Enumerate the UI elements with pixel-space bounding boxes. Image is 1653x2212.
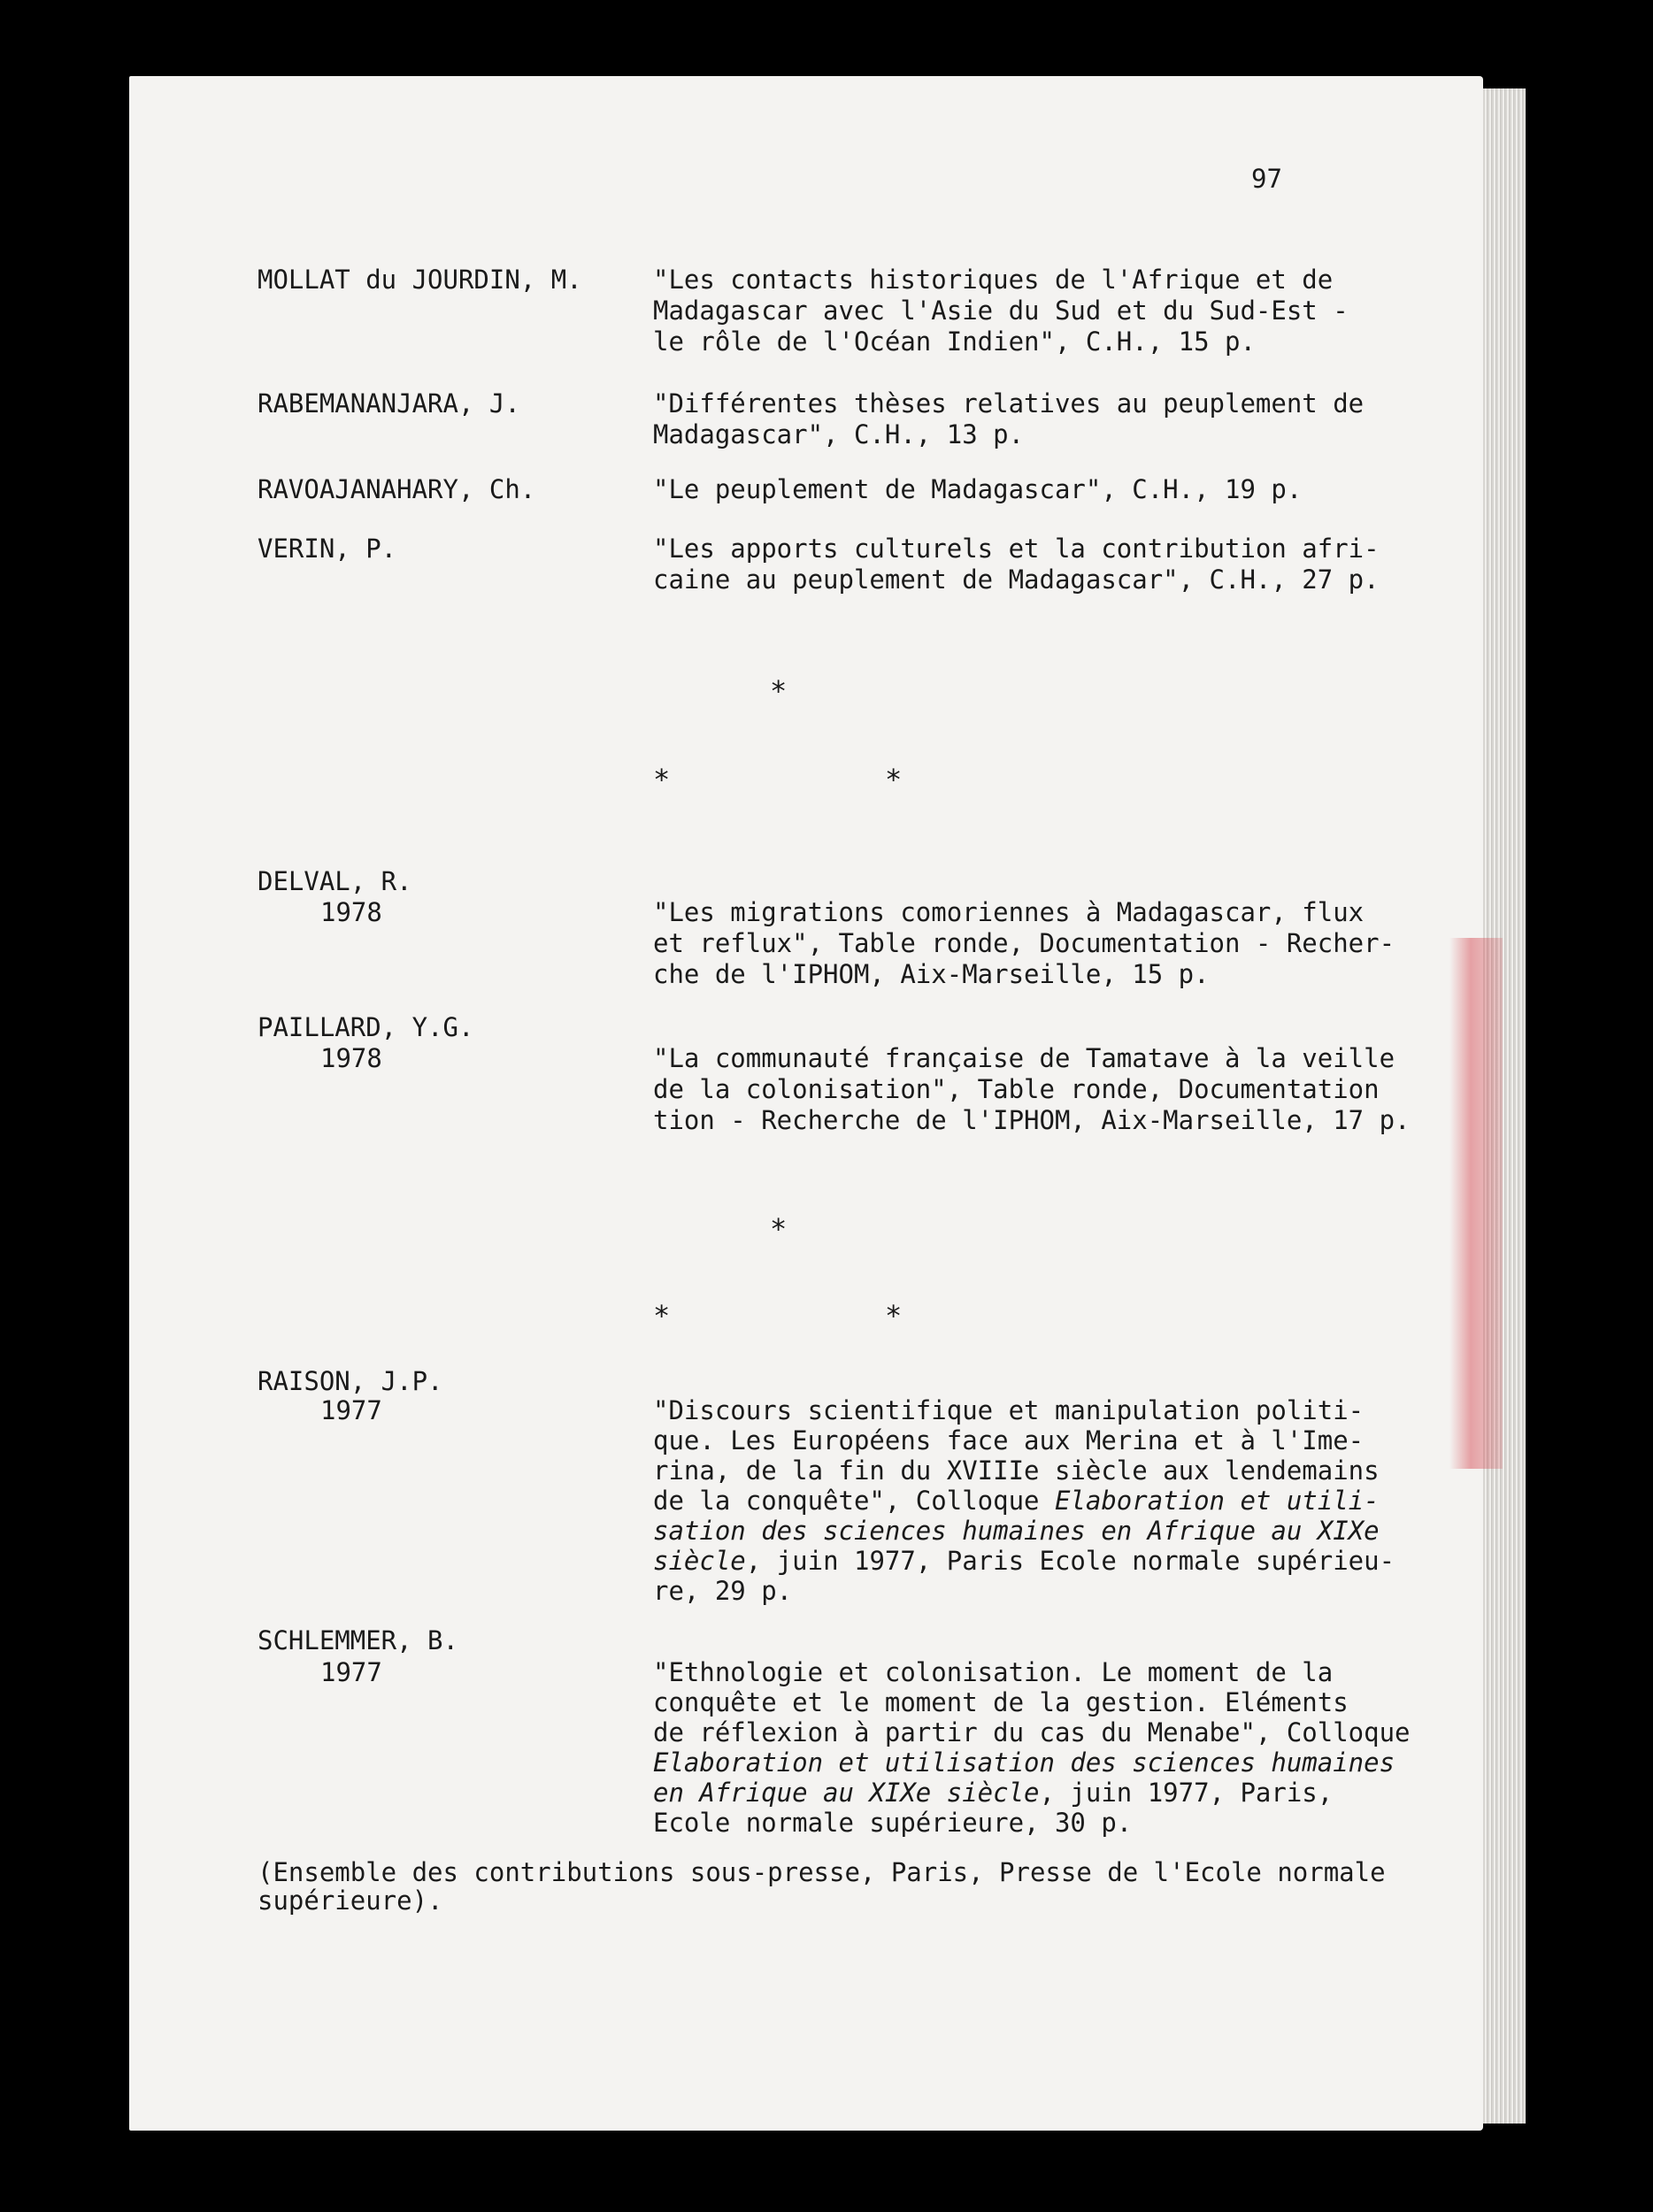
- separator-star: *: [770, 1212, 788, 1246]
- separator-star: *: [653, 1299, 671, 1333]
- entry-raison-line7: re, 29 p.: [653, 1576, 793, 1606]
- entry-paillard-line3: tion - Recherche de l'IPHOM, Aix-Marseille, 17 p.: [653, 1105, 1411, 1135]
- entry-mollat-line3: le rôle de l'Océan Indien", C.H., 15 p.: [653, 326, 1256, 357]
- separator-star: *: [770, 674, 788, 708]
- entry-raison-line3: rina, de la fin du XVIIIe siècle aux lendemains: [653, 1455, 1380, 1486]
- author-rabemananjara: RABEMANANJARA, J.: [258, 388, 520, 419]
- entry-ravoajanahary-line1: "Le peuplement de Madagascar", C.H., 19 p.: [653, 474, 1303, 504]
- entry-raison-line2: que. Les Européens face aux Merina et à l'Ime-: [653, 1425, 1365, 1455]
- bleed-through-spine-print: [1449, 938, 1503, 1469]
- entry-raison-line1: "Discours scientifique et manipulation politi-: [653, 1395, 1365, 1425]
- entry-verin-line1: "Les apports culturels et la contribution afri-: [653, 534, 1380, 564]
- entry-paillard-line2: de la colonisation", Table ronde, Documentation: [653, 1074, 1380, 1104]
- closing-note-line2: supérieure).: [258, 1886, 443, 1916]
- entry-delval-line1: "Les migrations comoriennes à Madagascar, flux: [653, 897, 1365, 927]
- entry-paillard-line1: "La communauté française de Tamatave à la veille: [653, 1043, 1395, 1073]
- entry-delval-line3: che de l'IPHOM, Aix-Marseille, 15 p.: [653, 959, 1210, 989]
- entry-raison-line6: siècle, juin 1977, Paris Ecole normale supérieu-: [653, 1546, 1395, 1576]
- year-schlemmer: 1977: [320, 1657, 382, 1687]
- author-mollat: MOLLAT du JOURDIN, M.: [258, 265, 582, 295]
- author-verin: VERIN, P.: [258, 534, 397, 564]
- entry-raison-line4: de la conquête", Colloque Elaboration et utili-: [653, 1486, 1380, 1516]
- entry-delval-line2: et reflux", Table ronde, Documentation - Recher-: [653, 928, 1395, 958]
- author-paillard: PAILLARD, Y.G.: [258, 1012, 474, 1042]
- entry-schlemmer-line5: en Afrique au XIXe siècle, juin 1977, Paris,: [653, 1778, 1334, 1808]
- entry-schlemmer-line4: Elaboration et utilisation des sciences humaines: [653, 1747, 1395, 1778]
- author-raison: RAISON, J.P.: [258, 1366, 443, 1396]
- entry-schlemmer-line1: "Ethnologie et colonisation. Le moment de la: [653, 1657, 1334, 1687]
- entry-schlemmer-line2: conquête et le moment de la gestion. Eléments: [653, 1687, 1349, 1717]
- separator-star: *: [653, 763, 671, 796]
- entry-schlemmer-line3: de réflexion à partir du cas du Menabe", Colloque: [653, 1717, 1411, 1747]
- year-delval: 1978: [320, 897, 382, 927]
- year-raison: 1977: [320, 1395, 382, 1425]
- author-delval: DELVAL, R.: [258, 866, 412, 896]
- author-ravoajanahary: RAVOAJANAHARY, Ch.: [258, 474, 536, 504]
- closing-note-line1: (Ensemble des contributions sous-presse, Paris, Presse de l'Ecole normale: [258, 1857, 1386, 1887]
- entry-mollat-line2: Madagascar avec l'Asie du Sud et du Sud-Est -: [653, 296, 1349, 326]
- entry-schlemmer-line6: Ecole normale supérieure, 30 p.: [653, 1808, 1133, 1838]
- author-schlemmer: SCHLEMMER, B.: [258, 1625, 458, 1655]
- separator-star: *: [885, 763, 903, 796]
- entry-rabemananjara-line1: "Différentes thèses relatives au peuplement de: [653, 388, 1365, 419]
- entry-rabemananjara-line2: Madagascar", C.H., 13 p.: [653, 419, 1025, 449]
- entry-mollat-line1: "Les contacts historiques de l'Afrique et de: [653, 265, 1334, 295]
- separator-star: *: [885, 1299, 903, 1333]
- entry-verin-line2: caine au peuplement de Madagascar", C.H., 27 p.: [653, 565, 1380, 595]
- entry-raison-line5: sation des sciences humaines en Afrique au XIXe: [653, 1516, 1380, 1546]
- year-paillard: 1978: [320, 1043, 382, 1073]
- page-number: 97: [1251, 164, 1282, 194]
